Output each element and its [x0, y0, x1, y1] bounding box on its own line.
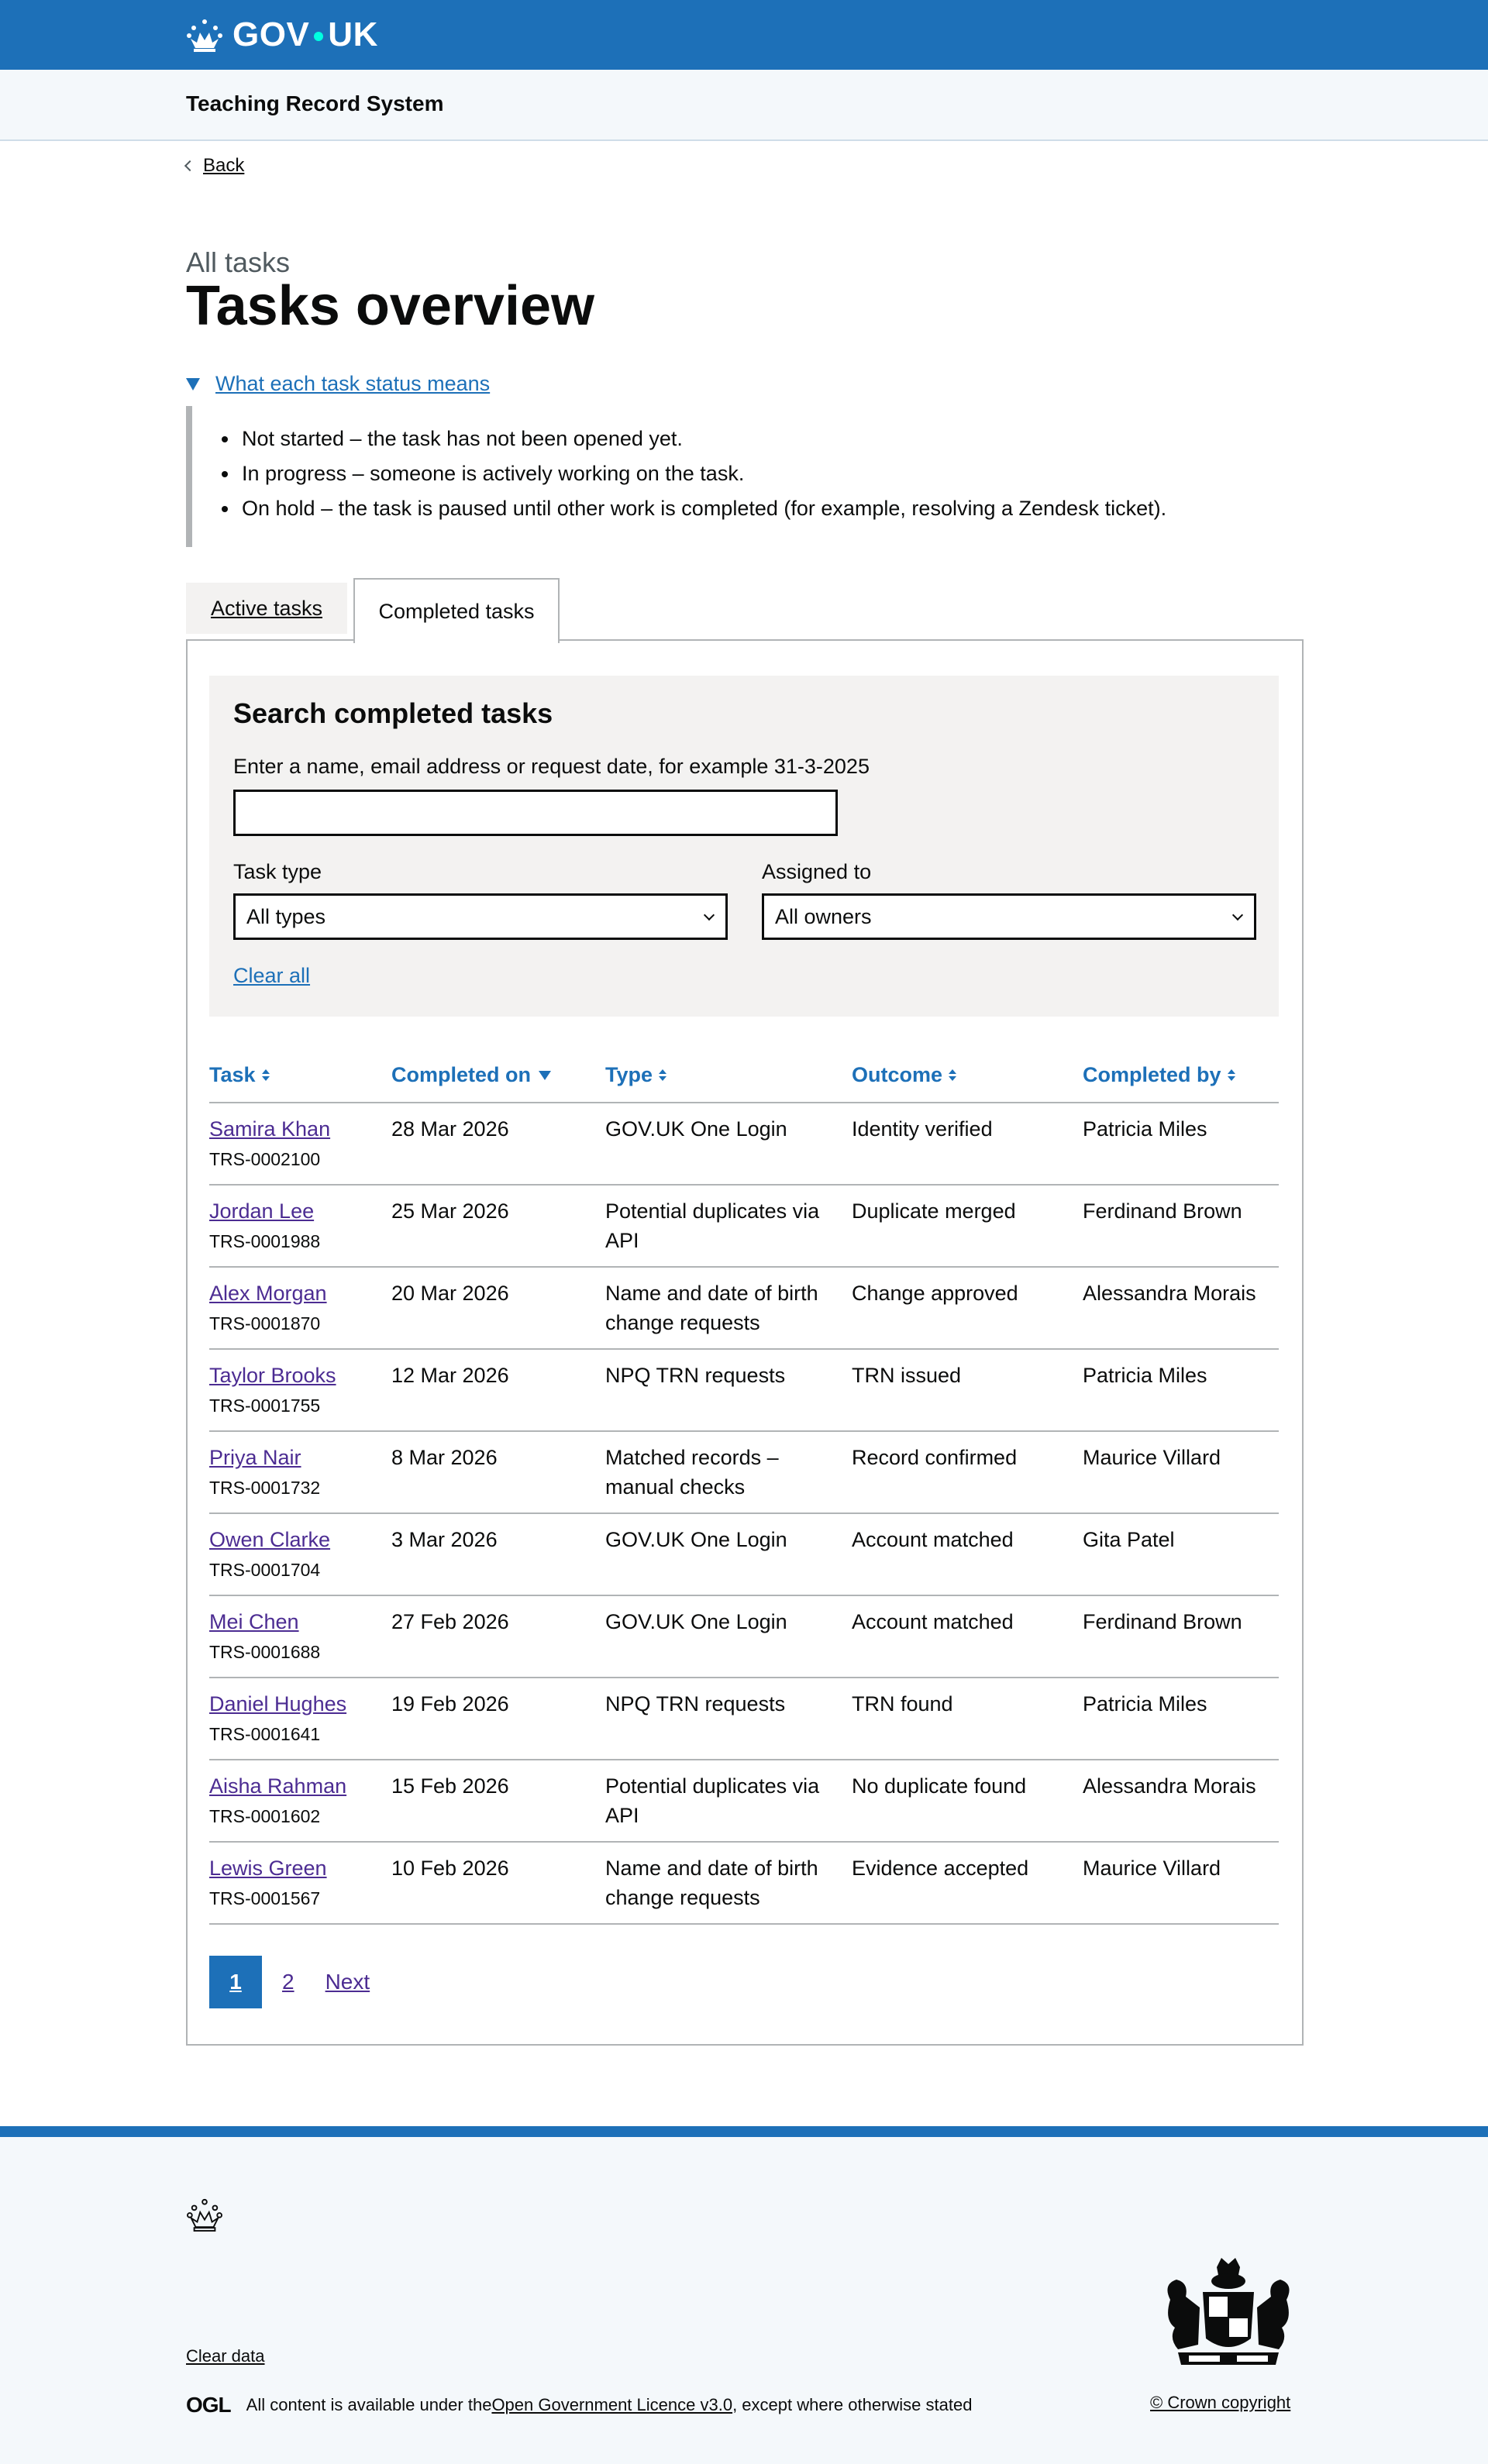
- tab-active-tasks[interactable]: [186, 583, 347, 634]
- completed-tasks-table: [209, 1054, 1279, 1925]
- tab-completed-tasks[interactable]: [353, 578, 560, 643]
- crown-copyright-link[interactable]: © Crown copyright: [1150, 2393, 1291, 2412]
- cell-completed-on: 20 Mar 2026: [391, 1282, 509, 1305]
- cell-type: Name and date of birth change requests: [605, 1857, 818, 1909]
- cell-outcome: Record confirmed: [852, 1446, 1018, 1469]
- table-row: [209, 1350, 1279, 1432]
- task-reference: TRS-0001732: [209, 1478, 321, 1498]
- task-reference: TRS-0001688: [209, 1642, 321, 1662]
- status-item-in-progress: In progress – someone is actively working on the task.: [219, 456, 1271, 491]
- cell-completed-by: Alessandra Morais: [1083, 1774, 1256, 1798]
- cell-task: [209, 1853, 327, 1913]
- licence-link[interactable]: Open Government Licence v3.0: [491, 2395, 733, 2414]
- column-header-task-label: Task: [209, 1063, 256, 1086]
- cell-type: Potential duplicates via API: [605, 1774, 820, 1827]
- cell-outcome: Evidence accepted: [852, 1857, 1029, 1880]
- task-reference: TRS-0001704: [209, 1560, 321, 1580]
- task-link[interactable]: Taylor Brooks: [209, 1364, 336, 1387]
- cell-type: Potential duplicates via API: [605, 1199, 820, 1252]
- column-header-outcome-label: Outcome: [852, 1063, 943, 1086]
- cell-type: NPQ TRN requests: [605, 1364, 786, 1387]
- task-link[interactable]: Lewis Green: [209, 1857, 327, 1880]
- cell-type: NPQ TRN requests: [605, 1692, 786, 1716]
- task-reference: TRS-0001988: [209, 1231, 321, 1251]
- task-link[interactable]: Samira Khan: [209, 1117, 331, 1141]
- assigned-to-value: All owners: [775, 904, 872, 928]
- task-link[interactable]: Aisha Rahman: [209, 1774, 347, 1798]
- column-header-completed-by[interactable]: [1083, 1063, 1235, 1087]
- sort-icon: [659, 1069, 666, 1081]
- status-list: [219, 422, 1271, 526]
- cell-type: GOV.UK One Login: [605, 1117, 787, 1141]
- cell-completed-by: Maurice Villard: [1083, 1446, 1221, 1469]
- task-link[interactable]: Owen Clarke: [209, 1528, 331, 1551]
- task-link[interactable]: Priya Nair: [209, 1446, 301, 1469]
- cell-outcome: Account matched: [852, 1610, 1014, 1633]
- task-link[interactable]: Alex Morgan: [209, 1282, 327, 1305]
- chevron-down-icon: [1232, 910, 1243, 921]
- cell-outcome: Identity verified: [852, 1117, 993, 1141]
- licence-suffix: , except where otherwise stated: [732, 2395, 973, 2414]
- task-reference: TRS-0001602: [209, 1806, 321, 1826]
- assigned-to-label: Assigned to: [762, 860, 872, 883]
- service-navigation: [0, 70, 1488, 141]
- govuk-logo-link[interactable]: [186, 15, 378, 54]
- cell-task: [209, 1771, 346, 1831]
- table-row: [209, 1103, 1279, 1186]
- cell-task: [209, 1114, 330, 1174]
- tab-active-tasks-label: Active tasks: [210, 596, 323, 620]
- cell-completed-on: 8 Mar 2026: [391, 1446, 498, 1469]
- column-header-type-label: Type: [605, 1063, 653, 1086]
- cell-outcome: Duplicate merged: [852, 1199, 1016, 1223]
- service-name-link[interactable]: Teaching Record System: [186, 91, 444, 115]
- table-row: [209, 1186, 1279, 1268]
- cell-completed-by: Maurice Villard: [1083, 1857, 1221, 1880]
- cell-type: Matched records – manual checks: [605, 1446, 779, 1499]
- table-row: [209, 1678, 1279, 1760]
- cell-outcome: TRN issued: [852, 1364, 962, 1387]
- crown-icon: [186, 17, 223, 53]
- task-reference: TRS-0001755: [209, 1395, 321, 1416]
- cell-task: [209, 1196, 320, 1256]
- task-reference: TRS-0002100: [209, 1149, 321, 1169]
- cell-completed-by: Gita Patel: [1083, 1528, 1175, 1551]
- sort-icon: [262, 1069, 270, 1081]
- column-header-completed-on[interactable]: [391, 1063, 551, 1087]
- logo-dot: [314, 32, 323, 41]
- govuk-header: [0, 0, 1488, 70]
- govuk-footer: [0, 2126, 1488, 2464]
- cell-completed-on: 15 Feb 2026: [391, 1774, 509, 1798]
- tab-completed-tasks-label: Completed tasks: [378, 599, 535, 623]
- details-content: [186, 406, 1271, 547]
- sort-icon: [949, 1069, 956, 1081]
- status-item-on-hold: On hold – the task is paused until other work is completed (for example, resolving a Zendesk ticket).: [219, 491, 1271, 526]
- clear-data-link[interactable]: Clear data: [186, 2346, 265, 2366]
- cell-outcome: Change approved: [852, 1282, 1018, 1305]
- column-header-outcome[interactable]: [852, 1063, 956, 1087]
- pagination-page-2[interactable]: 2: [282, 1970, 294, 1994]
- cell-type: GOV.UK One Login: [605, 1528, 787, 1551]
- task-link[interactable]: Mei Chen: [209, 1610, 299, 1633]
- assigned-to-select[interactable]: [762, 893, 1256, 940]
- crown-icon: [186, 2197, 223, 2232]
- table-row: [209, 1760, 1279, 1843]
- cell-completed-by: Ferdinand Brown: [1083, 1610, 1242, 1633]
- cell-task: [209, 1278, 327, 1338]
- details-summary-label: What each task status means: [215, 372, 491, 395]
- cell-task: [209, 1689, 346, 1749]
- table-row: [209, 1268, 1279, 1350]
- table-header-row: [209, 1054, 1279, 1103]
- cell-task: [209, 1525, 330, 1585]
- cell-type: Name and date of birth change requests: [605, 1282, 818, 1334]
- clear-all-link[interactable]: Clear all: [233, 964, 311, 987]
- search-heading: Search completed tasks: [233, 697, 553, 729]
- status-item-not-started: Not started – the task has not been opened yet.: [219, 422, 1271, 456]
- sort-icon: [1228, 1069, 1235, 1081]
- licence-statement: [186, 2393, 972, 2418]
- cell-completed-by: Ferdinand Brown: [1083, 1199, 1242, 1223]
- task-type-label: Task type: [233, 860, 322, 883]
- cell-completed-by: Patricia Miles: [1083, 1364, 1207, 1387]
- cell-completed-by: Patricia Miles: [1083, 1117, 1207, 1141]
- task-type-value: All types: [246, 904, 326, 928]
- table-row: [209, 1514, 1279, 1596]
- cell-completed-on: 19 Feb 2026: [391, 1692, 509, 1716]
- page-caption: All tasks: [186, 246, 291, 278]
- logo-text-uk: UK: [328, 15, 378, 53]
- column-header-type[interactable]: [605, 1063, 838, 1087]
- task-reference: TRS-0001870: [209, 1313, 321, 1334]
- triangle-down-icon: [186, 378, 200, 391]
- cell-completed-by: Patricia Miles: [1083, 1692, 1207, 1716]
- back-link-label: Back: [203, 155, 245, 176]
- cell-task: [209, 1443, 320, 1502]
- cell-completed-by: Alessandra Morais: [1083, 1282, 1256, 1305]
- task-reference: TRS-0001567: [209, 1888, 321, 1908]
- column-header-task[interactable]: [209, 1063, 270, 1087]
- cell-completed-on: 27 Feb 2026: [391, 1610, 509, 1633]
- task-reference: TRS-0001641: [209, 1724, 321, 1744]
- ogl-logo: OGL: [186, 2393, 231, 2417]
- cell-completed-on: 12 Mar 2026: [391, 1364, 509, 1387]
- task-link[interactable]: Daniel Hughes: [209, 1692, 347, 1716]
- column-header-completed-on-label: Completed on: [391, 1063, 531, 1086]
- cell-outcome: TRN found: [852, 1692, 953, 1716]
- search-input[interactable]: [233, 790, 838, 836]
- chevron-down-icon: [704, 910, 715, 921]
- pagination: [209, 1956, 370, 2008]
- pagination-next-link[interactable]: Next: [325, 1970, 370, 1994]
- task-link[interactable]: Jordan Lee: [209, 1199, 315, 1223]
- chevron-left-icon: [184, 160, 195, 171]
- back-link[interactable]: [186, 155, 244, 177]
- cell-completed-on: 25 Mar 2026: [391, 1199, 509, 1223]
- column-header-completed-by-label: Completed by: [1083, 1063, 1221, 1086]
- cell-type: GOV.UK One Login: [605, 1610, 787, 1633]
- cell-completed-on: 28 Mar 2026: [391, 1117, 509, 1141]
- cell-task: [209, 1607, 320, 1667]
- cell-outcome: No duplicate found: [852, 1774, 1027, 1798]
- sort-descending-icon: [539, 1071, 551, 1080]
- table-row: [209, 1843, 1279, 1925]
- task-type-select[interactable]: [233, 893, 728, 940]
- cell-completed-on: 10 Feb 2026: [391, 1857, 509, 1880]
- cell-completed-on: 3 Mar 2026: [391, 1528, 498, 1551]
- search-label: Enter a name, email address or request date, for example 31-3-2025: [233, 755, 870, 778]
- logo-text-gov: GOV: [232, 15, 310, 53]
- cell-task: [209, 1361, 336, 1420]
- royal-coat-of-arms-icon: [1155, 2253, 1302, 2377]
- page-title: Tasks overview: [186, 275, 594, 337]
- cell-outcome: Account matched: [852, 1528, 1014, 1551]
- table-row: [209, 1432, 1279, 1514]
- pagination-page-current[interactable]: 1: [209, 1956, 262, 2008]
- details-summary[interactable]: [186, 372, 490, 396]
- licence-prefix: All content is available under the: [246, 2395, 492, 2414]
- table-row: [209, 1596, 1279, 1678]
